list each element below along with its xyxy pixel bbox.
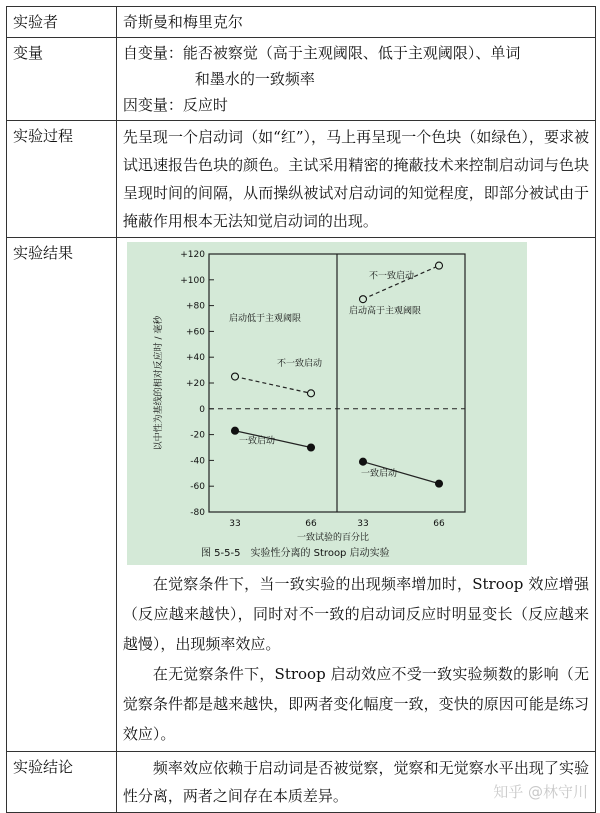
results-paragraph-1: 在觉察条件下，当一致实验的出现频率增加时，Stroop 效应增强（反应越来越快），同时对不一致的启动词反应时明显变长（反应越来越慢），出现频率效应。 <box>122 575 589 653</box>
series-label: 不一致启动 <box>368 271 414 282</box>
y-tick-label: +120 <box>180 250 205 260</box>
chart-svg <box>127 242 527 565</box>
row-experimenter <box>7 7 596 38</box>
x-tick-label: 66 <box>305 519 317 529</box>
panel-label: 启动高于主观阈限 <box>348 306 421 317</box>
series-label: 一致启动 <box>360 468 397 479</box>
y-tick-label: -60 <box>190 482 205 493</box>
independent-variable-line2: 和墨水的一致频率 <box>194 70 315 88</box>
y-tick-label: +40 <box>185 353 205 364</box>
y-tick-label: +60 <box>185 327 205 338</box>
data-point <box>359 296 366 303</box>
chart-title: 图 5-5-5 实验性分离的 Stroop 启动实验 <box>200 548 390 559</box>
x-tick-label: 33 <box>357 519 369 529</box>
data-point <box>231 373 238 380</box>
series-label: 不一致启动 <box>276 359 322 370</box>
stroop-chart <box>127 242 527 565</box>
label-results: 实验结果 <box>7 238 117 752</box>
label-experimenter: 实验者 <box>7 7 117 38</box>
label-conclusion: 实验结论 <box>7 752 117 813</box>
value-procedure: 先呈现一个启动词（如“红”），马上再呈现一个色块（如绿色），要求被试迅速报告色块的颜色。主试采用精密的掩蔽技术来控制启动词与色块呈现时间的间隔，从而操纵被试对启动词的知觉程度，即部分被试由于掩蔽作用根本无法知觉启动词的出现。 <box>116 121 595 238</box>
data-point <box>231 427 238 434</box>
dependent-variable: 因变量：反应时 <box>122 96 228 114</box>
value-results <box>116 238 595 752</box>
value-experimenter: 奇斯曼和梅里克尔 <box>116 7 595 38</box>
x-tick-label: 66 <box>433 519 445 529</box>
watermark: 知乎 @林守川 <box>493 783 588 801</box>
series-label: 一致启动 <box>238 436 275 447</box>
y-tick-label: +100 <box>180 275 205 286</box>
row-variables <box>7 38 596 121</box>
panel-label: 启动低于主观阈限 <box>228 314 301 325</box>
series-line <box>235 377 311 394</box>
conclusion-text: 频率效应依赖于启动词是否被觉察，觉察和无觉察水平出现了实验性分离，两者之间存在本质差异。 <box>122 759 589 805</box>
independent-variable-line1: 自变量：能否被察觉（高于主观阈限、低于主观阈限）、单词 <box>122 44 521 62</box>
data-point <box>307 390 314 397</box>
y-tick-label: +20 <box>185 379 205 389</box>
y-axis-label: 以中性为基线的相对反应时 / 毫秒 <box>153 315 164 451</box>
data-point <box>307 444 314 451</box>
row-results <box>7 238 596 752</box>
results-paragraph-2: 在无觉察条件下，Stroop 启动效应不受一致实验频数的影响（无觉察条件都是越来越快，即两者变化幅度一致，变快的原因可能是练习效应）。 <box>122 665 589 743</box>
value-variables <box>116 38 595 121</box>
data-point <box>359 458 366 465</box>
experiment-table <box>6 6 596 813</box>
y-tick-label: -20 <box>190 430 205 441</box>
y-tick-label: 0 <box>199 404 205 415</box>
row-procedure <box>7 121 596 238</box>
y-tick-label: -40 <box>190 456 205 467</box>
y-tick-label: +80 <box>185 301 205 312</box>
data-point <box>435 262 442 269</box>
label-procedure: 实验过程 <box>7 121 117 238</box>
data-point <box>435 480 442 487</box>
y-tick-label: -80 <box>190 508 205 518</box>
x-tick-label: 33 <box>229 519 241 529</box>
label-variables: 变量 <box>7 38 117 121</box>
x-axis-label: 一致试验的百分比 <box>296 533 369 543</box>
